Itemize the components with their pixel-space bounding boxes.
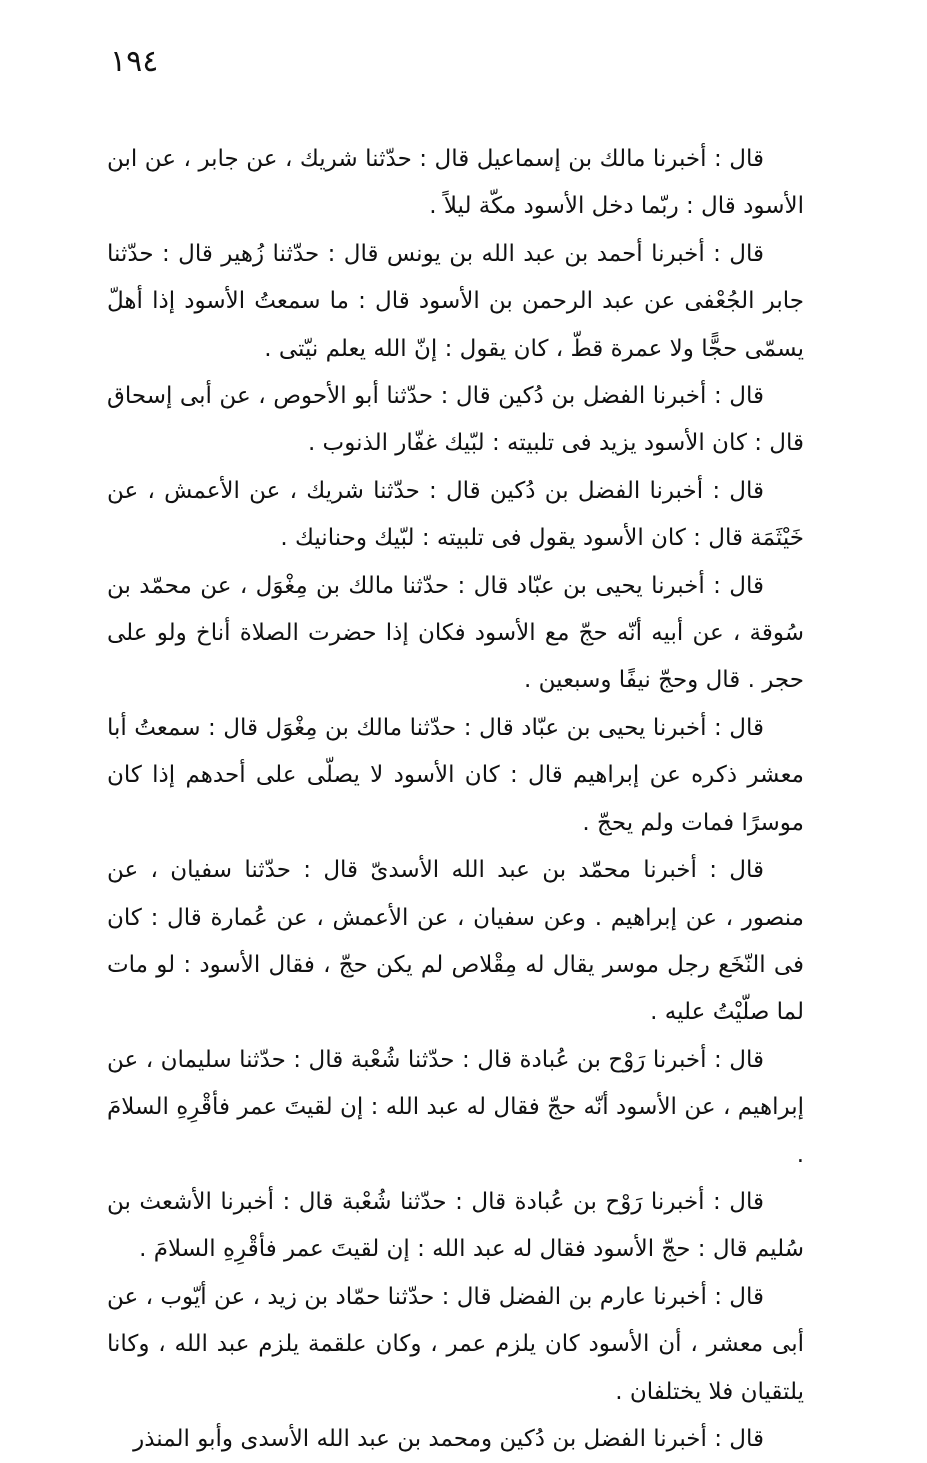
page-body: [107, 136, 804, 1463]
paragraph: قال : أخبرنا رَوْح بن عُبادة قال : حدّثنا شُعْبة قال : حدّثنا سليمان ، عن إبراهيم ، عن الأسود أنّه حجّ فقال له عبد الله : إن لقيتَ عمر فأقْرِهِ السلامَ .: [107, 1046, 804, 1168]
page-number: ١٩٤: [110, 44, 159, 79]
paragraph: قال : أخبرنا الفضل بن دُكين ومحمد بن عبد الله الأسدى وأبو المنذر: [133, 1425, 764, 1452]
paragraph: قال : أخبرنا يحيى بن عبّاد قال : حدّثنا مالك بن مِغْوَل ، عن محمّد بن سُوقة ، عن أبيه أنّه حجّ مع الأسود فكان إذا حضرت الصلاة أناخ ولو على حجر . قال وحجّ نيفًا وسبعين .: [107, 572, 804, 694]
paragraph: قال : أخبرنا محمّد بن عبد الله الأسدىّ قال : حدّثنا سفيان ، عن منصور ، عن إبراهيم . وعن سفيان ، عن الأعمش ، عن عُمارة قال : كان فى النّخَع رجل موسر يقال له مِقْلاص لم يكن حجّ ، فقال الأسود : لو مات لما صلّيْتُ عليه .: [107, 857, 804, 1026]
paragraph: قال : أخبرنا مالك بن إسماعيل قال : حدّثنا شريك ، عن جابر ، عن ابن الأسود قال : ربّما دخل الأسود مكّة ليلاً .: [107, 146, 804, 220]
paragraph: قال : أخبرنا يحيى بن عبّاد قال : حدّثنا مالك بن مِغْوَل قال : سمعتُ أبا معشر ذكره عن إبراهيم قال : كان الأسود لا يصلّى على أحدهم إذا كان موسرًا فمات ولم يحجّ .: [107, 714, 804, 836]
paragraph: قال : أخبرنا الفضل بن دُكين قال : حدّثنا شريك ، عن الأعمش ، عن خَيْثَمَة قال : كان الأسود يقول فى تلبيته : لبّيك وحنانيك .: [107, 477, 804, 552]
paragraph: قال : أخبرنا عارم بن الفضل قال : حدّثنا حمّاد بن زيد ، عن أيّوب ، عن أبى معشر ، أن الأسود كان يلزم عمر ، وكان علقمة يلزم عبد الله ، وكانا يلتقيان فلا يختلفان .: [107, 1283, 804, 1405]
paragraph: قال : أخبرنا أحمد بن عبد الله بن يونس قال : حدّثنا زُهير قال : حدّثنا جابر الجُعْفى عن عبد الرحمن بن الأسود قال : ما سمعتُ الأسود إذا أهلّ يسمّى حجًّا ولا عمرة قطّ ، كان يقول : إنّ الله يعلم نيّتى .: [107, 240, 804, 362]
paragraph: قال : أخبرنا رَوْح بن عُبادة قال : حدّثنا شُعْبة قال : أخبرنا الأشعث بن سُليم قال : حجّ الأسود فقال له عبد الله : إن لقيتَ عمر فأقْرِهِ السلامَ .: [107, 1188, 804, 1263]
paragraph: قال : أخبرنا الفضل بن دُكين قال : حدّثنا أبو الأحوص ، عن أبى إسحاق قال : كان الأسود يزيد فى تلبيته : لبّيك غفّار الذنوب .: [107, 383, 804, 457]
